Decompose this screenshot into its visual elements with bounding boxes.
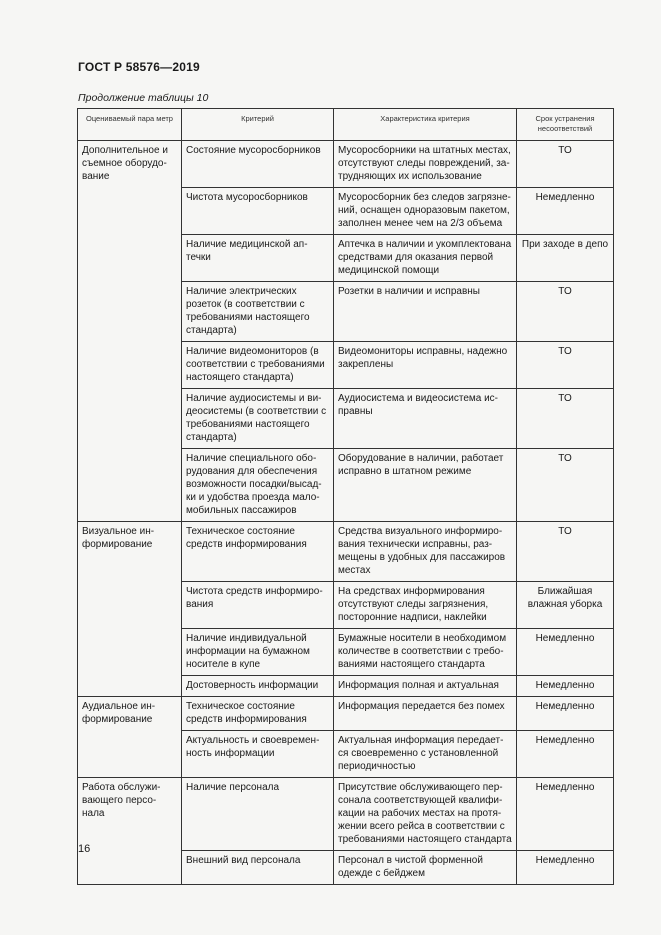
- characteristic-cell: Средства визуального информиро-вания технически исправны, раз-мещены в удобных для пассажиров местах: [334, 522, 517, 582]
- standard-number: ГОСТ Р 58576—2019: [78, 60, 200, 74]
- term-cell: Ближайшая влажная уборка: [517, 582, 614, 629]
- characteristic-cell: Видеомониторы исправны, надежно закреплены: [334, 342, 517, 389]
- criterion-cell: Наличие видеомониторов (в соответствии с требованиями настоящего стандарта): [182, 342, 334, 389]
- parameter-cell: Аудиальное ин-формирование: [78, 697, 182, 778]
- criterion-cell: Состояние мусоросборников: [182, 141, 334, 188]
- term-cell: Немедленно: [517, 851, 614, 885]
- characteristic-cell: Бумажные носители в необходимом количестве в соответствии с требо-ваниями настоящего стандарта: [334, 629, 517, 676]
- term-cell: Немедленно: [517, 697, 614, 731]
- criterion-cell: Чистота мусоросборников: [182, 188, 334, 235]
- criterion-cell: Наличие специального обо-рудования для обеспечения возможности посадки/высад-ки и удобства проезда мало-мобильных пассажиров: [182, 449, 334, 522]
- characteristic-cell: Информация полная и актуальная: [334, 676, 517, 697]
- term-cell: При заходе в депо: [517, 235, 614, 282]
- characteristic-cell: Мусоросборники на штатных местах, отсутствуют следы повреждений, за-трудняющих их использование: [334, 141, 517, 188]
- header-criterion: Критерий: [182, 109, 334, 141]
- criterion-cell: Наличие аудиосистемы и ви-деосистемы (в соответствии с требованиями настоящего стандарта): [182, 389, 334, 449]
- characteristic-cell: Оборудование в наличии, работает исправно в штатном режиме: [334, 449, 517, 522]
- criterion-cell: Техническое состояние средств информирования: [182, 697, 334, 731]
- parameter-cell: Визуальное ин-формирование: [78, 522, 182, 697]
- table-continuation-caption: Продолжение таблицы 10: [78, 92, 209, 104]
- parameter-cell: Работа обслужи-вающего персо-нала: [78, 778, 182, 885]
- criterion-cell: Наличие индивидуальной информации на бумажном носителе в купе: [182, 629, 334, 676]
- characteristic-cell: Информация передается без помех: [334, 697, 517, 731]
- term-cell: ТО: [517, 449, 614, 522]
- term-cell: ТО: [517, 389, 614, 449]
- criterion-cell: Достоверность информации: [182, 676, 334, 697]
- characteristic-cell: На средствах информирования отсутствуют следы загрязнения, посторонние надписи, наклейки: [334, 582, 517, 629]
- criterion-cell: Чистота средств информиро-вания: [182, 582, 334, 629]
- criterion-cell: Наличие медицинской ап-течки: [182, 235, 334, 282]
- characteristic-cell: Персонал в чистой форменной одежде с бейджем: [334, 851, 517, 885]
- table-row: [78, 522, 614, 582]
- term-cell: Немедленно: [517, 676, 614, 697]
- page-number: 16: [78, 843, 91, 855]
- table-header-row: [78, 109, 614, 141]
- characteristic-cell: Актуальная информация передает-ся своевременно с установленной периодичностью: [334, 731, 517, 778]
- term-cell: Немедленно: [517, 188, 614, 235]
- term-cell: Немедленно: [517, 778, 614, 851]
- characteristic-cell: Мусоросборник без следов загрязне-ний, оснащен одноразовым пакетом, заполнен менее чем на 2/3 объема: [334, 188, 517, 235]
- header-term: Срок устранения несоответствий: [517, 109, 614, 141]
- term-cell: Немедленно: [517, 731, 614, 778]
- parameter-cell: Дополнительное и съемное оборудо-вание: [78, 141, 182, 522]
- criterion-cell: Наличие персонала: [182, 778, 334, 851]
- table-row: [78, 778, 614, 851]
- table-row: [78, 141, 614, 188]
- criterion-cell: Актуальность и своевремен-ность информации: [182, 731, 334, 778]
- criteria-table: [77, 108, 614, 885]
- table-row: [78, 697, 614, 731]
- term-cell: ТО: [517, 342, 614, 389]
- term-cell: ТО: [517, 522, 614, 582]
- criterion-cell: Техническое состояние средств информирования: [182, 522, 334, 582]
- term-cell: ТО: [517, 282, 614, 342]
- characteristic-cell: Аптечка в наличии и укомплектована средствами для оказания первой медицинской помощи: [334, 235, 517, 282]
- criterion-cell: Наличие электрических розеток (в соответствии с требованиями настоящего стандарта): [182, 282, 334, 342]
- characteristic-cell: Розетки в наличии и исправны: [334, 282, 517, 342]
- term-cell: ТО: [517, 141, 614, 188]
- characteristic-cell: Аудиосистема и видеосистема ис-правны: [334, 389, 517, 449]
- header-parameter: Оцениваемый пара метр: [78, 109, 182, 141]
- header-characteristic: Характеристика критерия: [334, 109, 517, 141]
- criterion-cell: Внешний вид персонала: [182, 851, 334, 885]
- characteristic-cell: Присутствие обслуживающего пер-сонала соответствующей квалифи-кации на рабочих местах на протя-жении всего рейса в соответствии с требованиями настоящего стандарта: [334, 778, 517, 851]
- term-cell: Немедленно: [517, 629, 614, 676]
